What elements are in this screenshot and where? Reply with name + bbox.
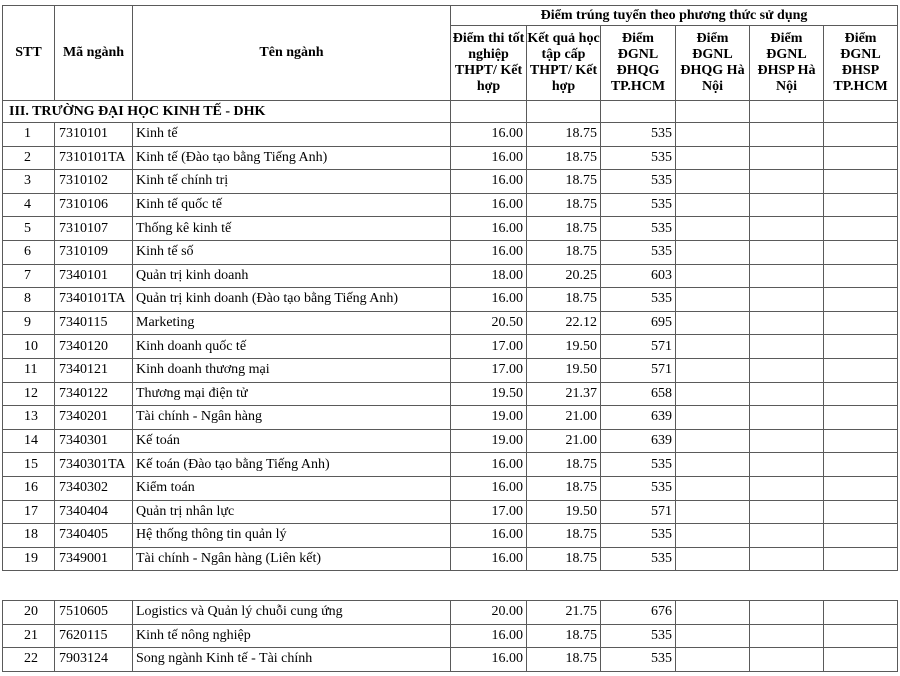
cell-name: Kinh tế số (133, 240, 451, 264)
cell-empty (676, 648, 750, 672)
cell-thpt: 19.00 (451, 429, 527, 453)
cell-empty (750, 500, 824, 524)
cell-thpt: 16.00 (451, 217, 527, 241)
table-row (3, 264, 898, 288)
cell-empty (824, 240, 898, 264)
table-row (3, 123, 898, 147)
cell-empty (750, 524, 824, 548)
cell-hocba: 18.75 (527, 170, 601, 194)
cell-empty (676, 601, 750, 625)
table-row (3, 146, 898, 170)
cell-empty (750, 146, 824, 170)
cell-hocba: 19.50 (527, 500, 601, 524)
cell-hocba: 18.75 (527, 193, 601, 217)
cell-empty (824, 547, 898, 571)
cell-code: 7340120 (55, 335, 133, 359)
cell-stt: 10 (3, 335, 55, 359)
cell-dgnl-hcm: 535 (601, 240, 676, 264)
cell-empty (824, 146, 898, 170)
cell-dgnl-hcm: 535 (601, 146, 676, 170)
cell-hocba: 18.75 (527, 524, 601, 548)
cell-thpt: 16.00 (451, 453, 527, 477)
cell-empty (824, 406, 898, 430)
cell-thpt: 18.00 (451, 264, 527, 288)
header-method-group: Điểm trúng tuyển theo phương thức sử dụng (451, 6, 898, 26)
table-row (3, 193, 898, 217)
header-stt: STT (3, 6, 55, 101)
cell-empty (676, 406, 750, 430)
cell-empty (676, 429, 750, 453)
cell-hocba: 21.00 (527, 406, 601, 430)
cell-name: Kinh tế (Đào tạo bằng Tiếng Anh) (133, 146, 451, 170)
cell-empty (750, 217, 824, 241)
cell-name: Song ngành Kinh tế - Tài chính (133, 648, 451, 672)
cell-empty (824, 648, 898, 672)
cell-empty (824, 264, 898, 288)
table-row (3, 500, 898, 524)
cell-hocba: 18.75 (527, 453, 601, 477)
cell-hocba: 19.50 (527, 358, 601, 382)
cell-dgnl-hcm: 639 (601, 406, 676, 430)
cell-empty (824, 123, 898, 147)
cell-hocba: 22.12 (527, 311, 601, 335)
cell-empty (750, 311, 824, 335)
cell-dgnl-hcm: 535 (601, 217, 676, 241)
cell-name: Kế toán (Đào tạo bằng Tiếng Anh) (133, 453, 451, 477)
table-row (3, 288, 898, 312)
cell-dgnl-hcm: 658 (601, 382, 676, 406)
cell-name: Kinh tế chính trị (133, 170, 451, 194)
table-row (3, 382, 898, 406)
cell-name: Quản trị nhân lực (133, 500, 451, 524)
cell-empty (824, 476, 898, 500)
cell-empty (824, 288, 898, 312)
cell-empty (676, 547, 750, 571)
cell-hocba: 21.37 (527, 382, 601, 406)
cell-empty (824, 217, 898, 241)
section-title: III. TRƯỜNG ĐẠI HỌC KINH TẾ - DHK (3, 101, 451, 123)
table-row (3, 624, 898, 648)
cell-empty (676, 476, 750, 500)
table-row (3, 406, 898, 430)
cell-empty (676, 240, 750, 264)
cell-stt: 20 (3, 601, 55, 625)
cell-empty (824, 524, 898, 548)
cell-stt: 18 (3, 524, 55, 548)
header-method-dgnl-dhsp-hn: Điểm ĐGNL ĐHSP Hà Nội (750, 26, 824, 101)
cell-dgnl-hcm: 535 (601, 193, 676, 217)
cell-stt: 19 (3, 547, 55, 571)
cell-empty (750, 406, 824, 430)
cell-name: Kinh doanh quốc tế (133, 335, 451, 359)
cell-name: Quản trị kinh doanh (133, 264, 451, 288)
cell-empty (676, 170, 750, 194)
cell-empty (750, 382, 824, 406)
cell-empty (824, 601, 898, 625)
cell-dgnl-hcm: 535 (601, 624, 676, 648)
cell-code: 7349001 (55, 547, 133, 571)
cell-dgnl-hcm: 535 (601, 288, 676, 312)
cell-thpt: 19.50 (451, 382, 527, 406)
cell-empty (750, 648, 824, 672)
cell-stt: 1 (3, 123, 55, 147)
cell-empty (750, 476, 824, 500)
cell-stt: 14 (3, 429, 55, 453)
cell-empty (824, 193, 898, 217)
cell-stt: 8 (3, 288, 55, 312)
cell-dgnl-hcm: 571 (601, 335, 676, 359)
cell-stt: 5 (3, 217, 55, 241)
cell-empty (750, 240, 824, 264)
cell-stt: 16 (3, 476, 55, 500)
cell-code: 7510605 (55, 601, 133, 625)
cell-empty (676, 193, 750, 217)
cell-name: Thống kê kinh tế (133, 217, 451, 241)
header-method-dgnl-dhsp-hcm: Điểm ĐGNL ĐHSP TP.HCM (824, 26, 898, 101)
cell-hocba: 21.75 (527, 601, 601, 625)
cell-dgnl-hcm: 535 (601, 170, 676, 194)
cell-thpt: 19.00 (451, 406, 527, 430)
header-method-thpt: Điểm thi tốt nghiệp THPT/ Kết hợp (451, 26, 527, 101)
cell-empty (750, 601, 824, 625)
header-method-hocba: Kết quả học tập cấp THPT/ Kết hợp (527, 26, 601, 101)
cell-stt: 15 (3, 453, 55, 477)
cell-hocba: 18.75 (527, 624, 601, 648)
cell-code: 7340301 (55, 429, 133, 453)
cell-empty (824, 358, 898, 382)
admission-scores-table (2, 5, 898, 571)
cell-thpt: 16.00 (451, 193, 527, 217)
cell-empty (750, 429, 824, 453)
table-row (3, 476, 898, 500)
cell-thpt: 16.00 (451, 146, 527, 170)
cell-empty (750, 358, 824, 382)
cell-empty (824, 335, 898, 359)
cell-hocba: 21.00 (527, 429, 601, 453)
cell-code: 7340201 (55, 406, 133, 430)
cell-hocba: 18.75 (527, 123, 601, 147)
table-row (3, 601, 898, 625)
cell-code: 7310106 (55, 193, 133, 217)
cell-stt: 11 (3, 358, 55, 382)
cell-stt: 22 (3, 648, 55, 672)
cell-code: 7310101 (55, 123, 133, 147)
cell-dgnl-hcm: 571 (601, 500, 676, 524)
cell-stt: 3 (3, 170, 55, 194)
cell-name: Marketing (133, 311, 451, 335)
cell-thpt: 16.00 (451, 648, 527, 672)
cell-empty (676, 453, 750, 477)
cell-code: 7620115 (55, 624, 133, 648)
cell-stt: 21 (3, 624, 55, 648)
cell-thpt: 16.00 (451, 547, 527, 571)
cell-hocba: 18.75 (527, 217, 601, 241)
cell-stt: 6 (3, 240, 55, 264)
cell-empty (676, 524, 750, 548)
cell-empty (750, 624, 824, 648)
cell-code: 7310101TA (55, 146, 133, 170)
cell-stt: 9 (3, 311, 55, 335)
cell-empty (750, 264, 824, 288)
cell-empty (676, 624, 750, 648)
table-row (3, 170, 898, 194)
cell-empty (676, 311, 750, 335)
cell-dgnl-hcm: 603 (601, 264, 676, 288)
cell-code: 7340121 (55, 358, 133, 382)
cell-empty (676, 217, 750, 241)
header-code: Mã ngành (55, 6, 133, 101)
cell-thpt: 20.50 (451, 311, 527, 335)
cell-stt: 13 (3, 406, 55, 430)
cell-thpt: 16.00 (451, 476, 527, 500)
cell-code: 7903124 (55, 648, 133, 672)
cell-thpt: 17.00 (451, 500, 527, 524)
cell-thpt: 16.00 (451, 170, 527, 194)
cell-dgnl-hcm: 535 (601, 648, 676, 672)
cell-dgnl-hcm: 571 (601, 358, 676, 382)
cell-code: 7340405 (55, 524, 133, 548)
table-row (3, 240, 898, 264)
cell-stt: 2 (3, 146, 55, 170)
cell-hocba: 18.75 (527, 146, 601, 170)
cell-name: Thương mại điện tử (133, 382, 451, 406)
cell-name: Hệ thống thông tin quản lý (133, 524, 451, 548)
table-row (3, 453, 898, 477)
cell-hocba: 18.75 (527, 288, 601, 312)
cell-code: 7310102 (55, 170, 133, 194)
table-row (3, 358, 898, 382)
header-method-dgnl-dhqg-hcm: Điểm ĐGNL ĐHQG TP.HCM (601, 26, 676, 101)
cell-empty (750, 453, 824, 477)
section-row (3, 101, 898, 123)
cell-dgnl-hcm: 535 (601, 123, 676, 147)
cell-thpt: 16.00 (451, 524, 527, 548)
table-row (3, 429, 898, 453)
cell-name: Quản trị kinh doanh (Đào tạo bằng Tiếng Anh) (133, 288, 451, 312)
cell-code: 7310107 (55, 217, 133, 241)
cell-name: Kinh tế quốc tế (133, 193, 451, 217)
table-row (3, 335, 898, 359)
cell-thpt: 20.00 (451, 601, 527, 625)
cell-code: 7340122 (55, 382, 133, 406)
cell-hocba: 18.75 (527, 476, 601, 500)
cell-stt: 4 (3, 193, 55, 217)
cell-empty (824, 624, 898, 648)
table-row (3, 217, 898, 241)
header-method-dgnl-dhqg-hn: Điểm ĐGNL ĐHQG Hà Nội (676, 26, 750, 101)
cell-hocba: 18.75 (527, 648, 601, 672)
cell-empty (750, 123, 824, 147)
cell-empty (676, 146, 750, 170)
cell-name: Kiểm toán (133, 476, 451, 500)
cell-empty (750, 288, 824, 312)
cell-empty (676, 358, 750, 382)
cell-dgnl-hcm: 535 (601, 547, 676, 571)
cell-thpt: 17.00 (451, 358, 527, 382)
cell-name: Logistics và Quản lý chuỗi cung ứng (133, 601, 451, 625)
cell-dgnl-hcm: 535 (601, 524, 676, 548)
cell-dgnl-hcm: 676 (601, 601, 676, 625)
cell-stt: 7 (3, 264, 55, 288)
cell-name: Kinh tế nông nghiệp (133, 624, 451, 648)
cell-name: Tài chính - Ngân hàng (133, 406, 451, 430)
cell-empty (750, 335, 824, 359)
cell-name: Kế toán (133, 429, 451, 453)
table-row (3, 648, 898, 672)
cell-hocba: 18.75 (527, 547, 601, 571)
cell-dgnl-hcm: 535 (601, 453, 676, 477)
cell-empty (676, 335, 750, 359)
cell-stt: 12 (3, 382, 55, 406)
cell-empty (676, 382, 750, 406)
cell-code: 7340301TA (55, 453, 133, 477)
cell-empty (750, 170, 824, 194)
cell-empty (824, 500, 898, 524)
cell-thpt: 16.00 (451, 240, 527, 264)
cell-code: 7340302 (55, 476, 133, 500)
table-row (3, 311, 898, 335)
cell-dgnl-hcm: 695 (601, 311, 676, 335)
cell-empty (676, 123, 750, 147)
cell-empty (676, 264, 750, 288)
cell-thpt: 16.00 (451, 288, 527, 312)
cell-hocba: 19.50 (527, 335, 601, 359)
cell-name: Kinh tế (133, 123, 451, 147)
cell-empty (750, 193, 824, 217)
cell-dgnl-hcm: 535 (601, 476, 676, 500)
cell-empty (824, 170, 898, 194)
cell-thpt: 17.00 (451, 335, 527, 359)
cell-empty (676, 500, 750, 524)
cell-empty (824, 311, 898, 335)
cell-dgnl-hcm: 639 (601, 429, 676, 453)
header-name: Tên ngành (133, 6, 451, 101)
cell-code: 7340115 (55, 311, 133, 335)
cell-code: 7340404 (55, 500, 133, 524)
admission-scores-table-continued (2, 600, 898, 672)
cell-hocba: 18.75 (527, 240, 601, 264)
cell-name: Tài chính - Ngân hàng (Liên kết) (133, 547, 451, 571)
cell-code: 7340101TA (55, 288, 133, 312)
cell-code: 7340101 (55, 264, 133, 288)
cell-empty (750, 547, 824, 571)
cell-thpt: 16.00 (451, 123, 527, 147)
table-row (3, 547, 898, 571)
cell-code: 7310109 (55, 240, 133, 264)
cell-empty (824, 429, 898, 453)
cell-empty (824, 382, 898, 406)
table-row (3, 524, 898, 548)
cell-hocba: 20.25 (527, 264, 601, 288)
cell-empty (676, 288, 750, 312)
cell-name: Kinh doanh thương mại (133, 358, 451, 382)
cell-stt: 17 (3, 500, 55, 524)
cell-empty (824, 453, 898, 477)
cell-thpt: 16.00 (451, 624, 527, 648)
